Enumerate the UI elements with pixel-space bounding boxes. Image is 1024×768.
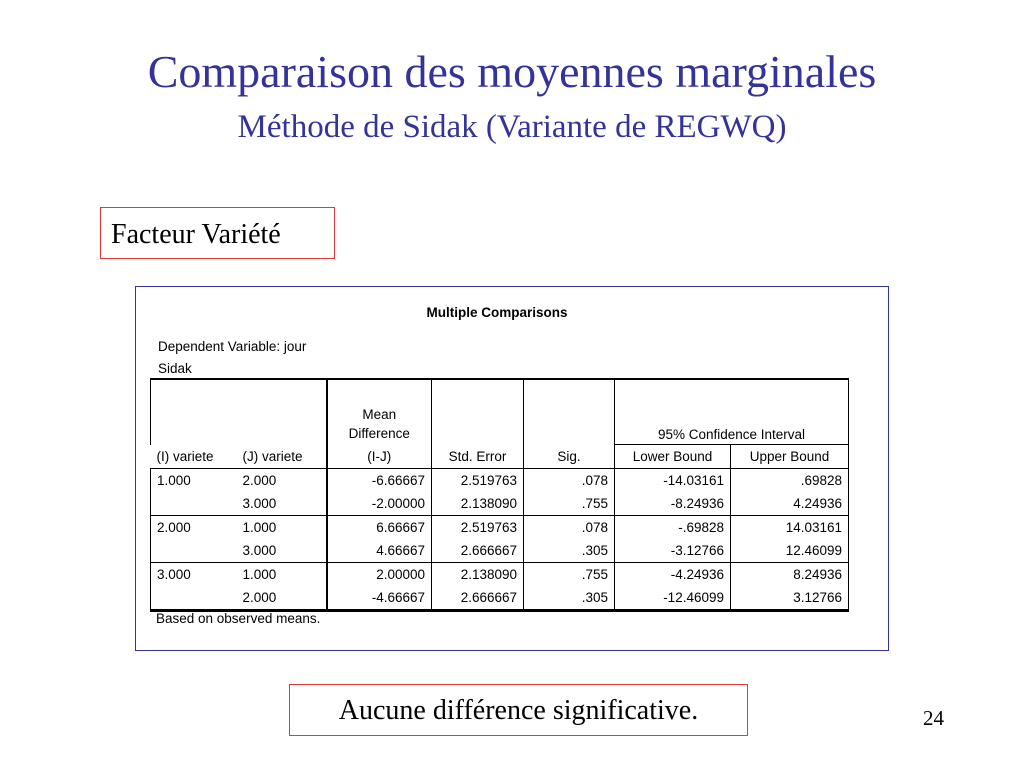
header-sig: Sig. bbox=[524, 445, 615, 469]
header-i-variete bbox=[151, 379, 237, 445]
table-row: 1.000 2.000 -6.66667 2.519763 .078 -14.03161 .69828 bbox=[151, 468, 849, 492]
table-title: Multiple Comparisons bbox=[426, 305, 568, 320]
slide-title: Comparaison des moyennes marginales bbox=[147, 46, 877, 97]
method-label: Sidak bbox=[158, 361, 192, 376]
table-row: 2.000 -4.66667 2.666667 .305 -12.46099 3.12766 bbox=[151, 586, 849, 611]
multiple-comparisons-table bbox=[150, 378, 849, 612]
header-std-error: Std. Error bbox=[432, 445, 524, 469]
header-upper-bound: Upper Bound bbox=[731, 445, 849, 469]
table-row: 3.000 1.000 2.00000 2.138090 .755 -4.24936 8.24936 bbox=[151, 562, 849, 586]
header-confidence-interval: 95% Confidence Interval bbox=[615, 379, 849, 445]
table-footnote: Based on observed means. bbox=[156, 611, 321, 626]
factor-label-box: Facteur Variété bbox=[100, 207, 335, 259]
table-row: 2.000 1.000 6.66667 2.519763 .078 -.69828 14.03161 bbox=[151, 515, 849, 539]
header-j: (J) variete bbox=[237, 445, 327, 469]
header-mean-difference: Mean Difference bbox=[327, 379, 432, 445]
header-lower-bound: Lower Bound bbox=[615, 445, 731, 469]
table-row: 3.000 4.66667 2.666667 .305 -3.12766 12.46099 bbox=[151, 539, 849, 563]
dependent-variable-label: Dependent Variable: jour bbox=[158, 339, 307, 354]
table-row: 3.000 -2.00000 2.138090 .755 -8.24936 4.24936 bbox=[151, 492, 849, 516]
conclusion-box: Aucune différence significative. bbox=[289, 684, 748, 736]
multiple-comparisons-panel bbox=[135, 286, 889, 651]
page-number: 24 bbox=[923, 706, 944, 730]
header-i: (I) variete bbox=[151, 445, 237, 469]
header-mean-diff-ij: (I-J) bbox=[327, 445, 432, 469]
slide-subtitle: Méthode de Sidak (Variante de REGWQ) bbox=[237, 109, 787, 145]
